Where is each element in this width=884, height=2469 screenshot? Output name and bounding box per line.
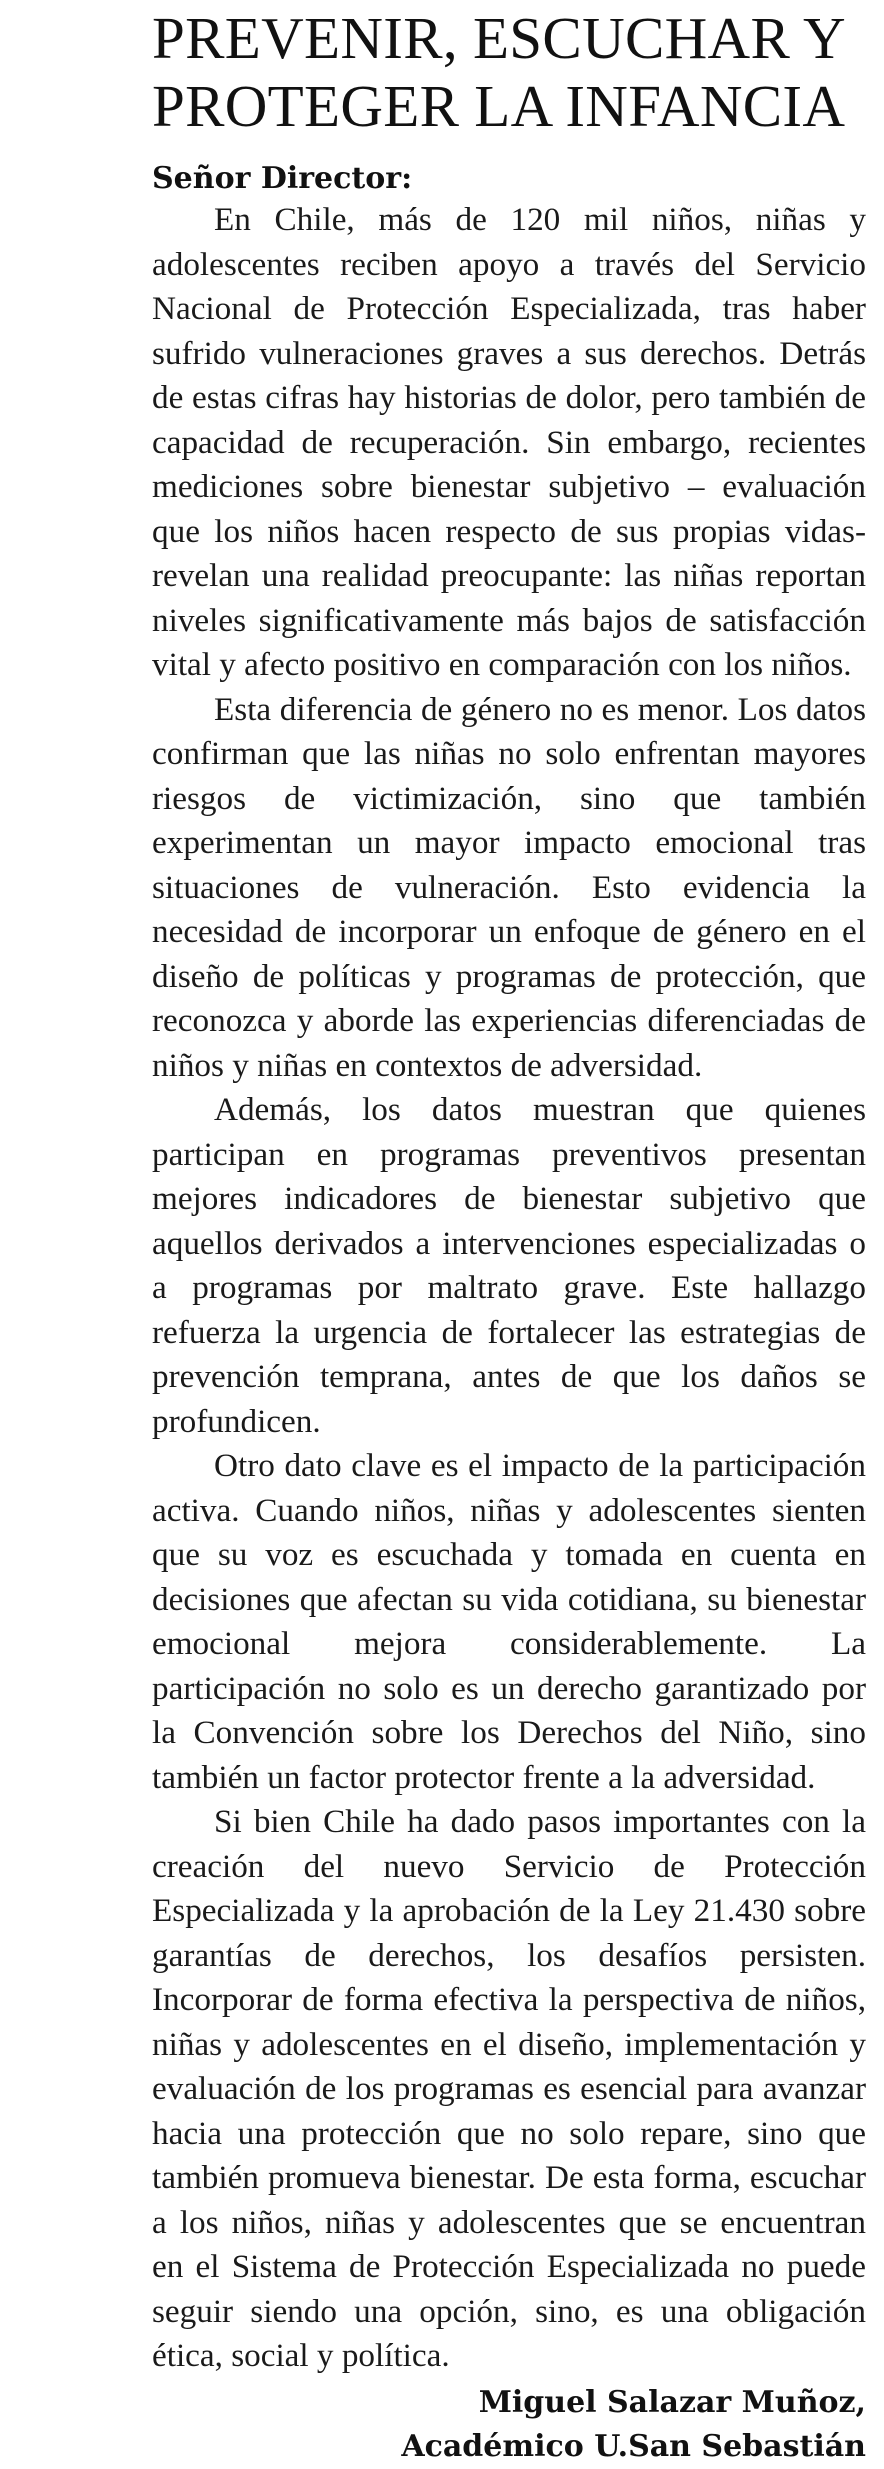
headline: [152, 4, 866, 140]
paragraph: Además, los datos muestran que quienes participan en programas preventivos presentan mejores indicadores de bienestar subjetivo que aquellos derivados a intervenciones especializadas o a programas por maltrato grave. Este hallazgo refuerza la urgencia de fortalecer las estrategias de prevención temprana, antes de que los daños se profundicen.: [152, 1091, 866, 1440]
salutation: Señor Director:: [152, 161, 413, 196]
signature-affiliation: Académico U.San Sebastián: [401, 2428, 866, 2464]
paragraph: Si bien Chile ha dado pasos importantes con la creación del nuevo Servicio de Protección Especializada y la aprobación de la Ley 21.430 sobre garantías de derechos, los desafíos persisten. Incorporar de forma efectiva la perspectiva de niños, niñas y adolescentes en el diseño, implementación y evaluación de los programas es esencial para avanzar hacia una protección que no solo repare, sino que también promueva bienestar. De esta forma, escuchar a los niños, niñas y adolescentes que se encuentran en el Sistema de Protección Especializada no puede seguir siendo una opción, sino, es una obligación ética, social y política.: [152, 1803, 866, 2374]
letter-body: [152, 198, 866, 2379]
paragraph: Esta diferencia de género no es menor. Los datos confirman que las niñas no solo enfrentan mayores riesgos de victimización, sino que también experimentan un mayor impacto emocional tras situaciones de vulneración. Esto evidencia la necesidad de incorporar un enfoque de género en el diseño de políticas y programas de protección, que reconozca y aborde las experiencias diferenciadas de niños y niñas en contextos de adversidad.: [152, 690, 866, 1084]
signature: [152, 2381, 866, 2469]
signature-name: Miguel Salazar Muñoz,: [478, 2384, 866, 2420]
headline-line-1: PREVENIR, ESCUCHAR Y: [152, 5, 846, 71]
paragraph: En Chile, más de 120 mil niños, niñas y adolescentes reciben apoyo a través del Servicio Nacional de Protección Especializada, tras haber sufrido vulneraciones graves a sus derechos. Detrás de estas cifras hay historias de dolor, pero también de capacidad de recuperación. Sin embargo, recientes mediciones sobre bienestar subjetivo – evaluación que los niños hacen respecto de sus propias vidas- revelan una realidad preocupante: las niñas reportan niveles significativamente más bajos de satisfacción vital y afecto positivo en comparación con los niños.: [152, 201, 866, 683]
headline-line-2: PROTEGER LA INFANCIA: [152, 73, 846, 139]
paragraph: Otro dato clave es el impacto de la participación activa. Cuando niños, niñas y adolescentes sienten que su voz es escuchada y tomada en cuenta en decisiones que afectan su vida cotidiana, su bienestar emocional mejora considerablemente. La participación no solo es un derecho garantizado por la Convención sobre los Derechos del Niño, sino también un factor protector frente a la adversidad.: [152, 1447, 866, 1796]
